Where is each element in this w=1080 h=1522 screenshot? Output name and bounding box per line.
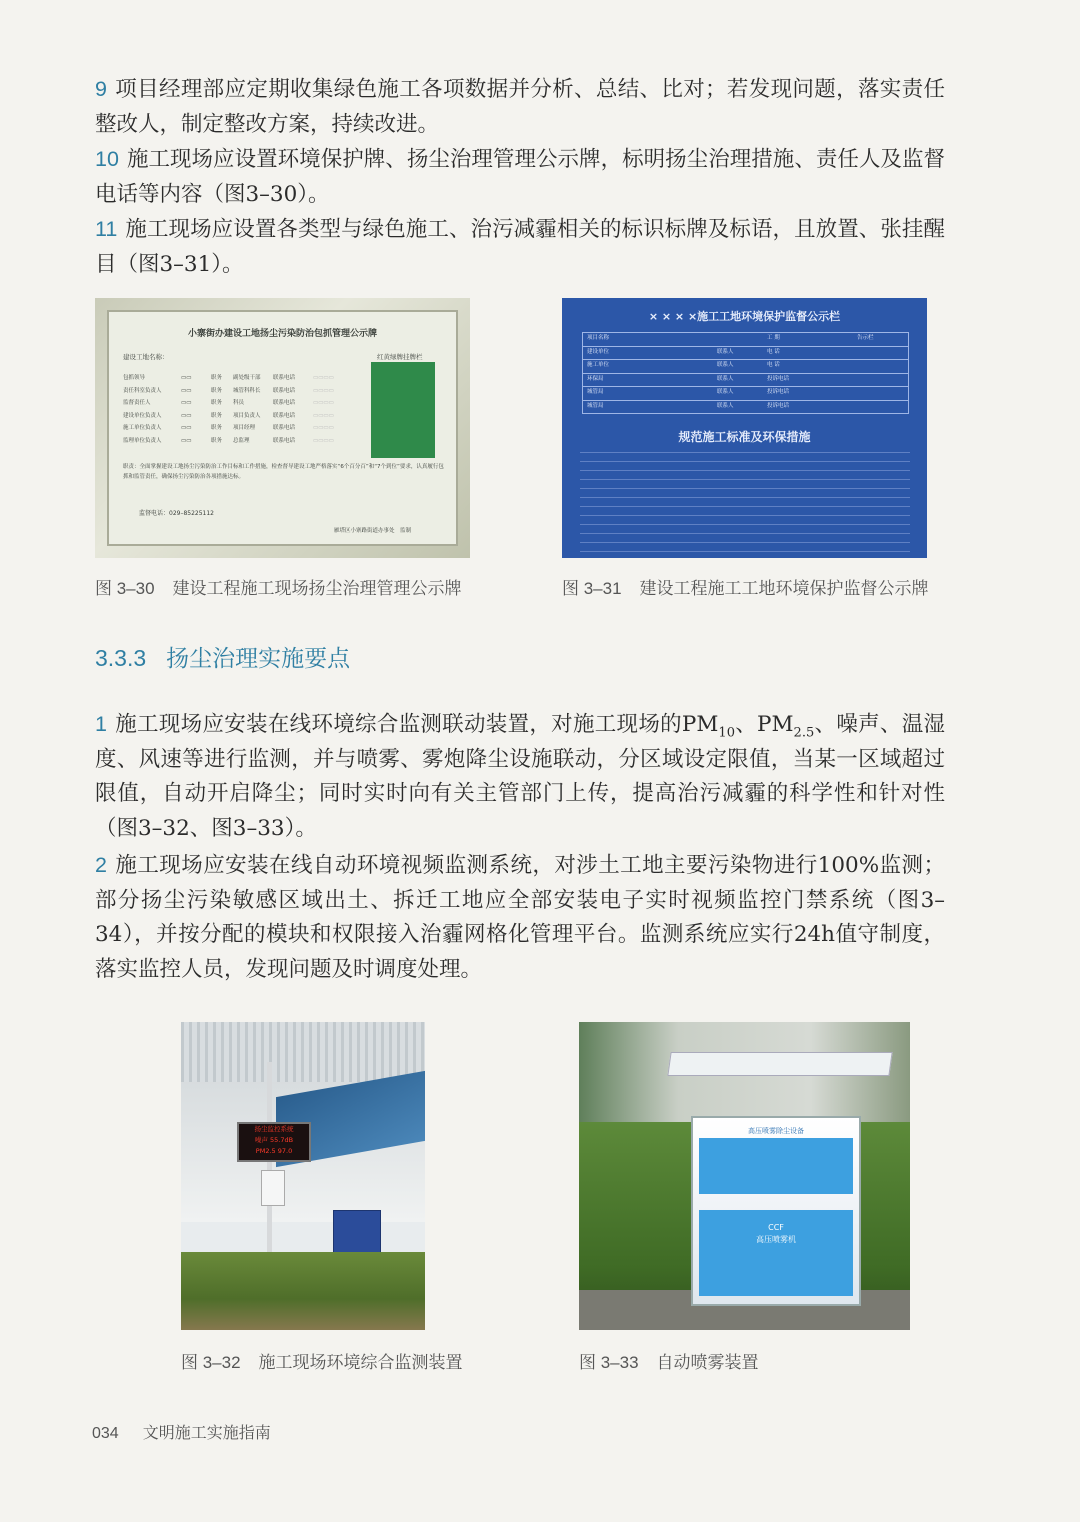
cell <box>637 401 717 414</box>
cell: 联系人 <box>717 375 734 382</box>
book-title: 文明施工实施指南 <box>142 1425 271 1442</box>
row-name: ▭▭ <box>181 425 192 431</box>
pm-subscript: 10 <box>718 725 735 741</box>
table-row <box>123 372 365 385</box>
paragraph-11 <box>95 212 945 282</box>
fine-print <box>580 448 910 552</box>
item-number: 1 <box>95 712 107 736</box>
row-post: 科员 <box>233 400 245 406</box>
board-title: 小寨街办建设工地扬尘污染防治包抓管理公示牌 <box>187 329 377 339</box>
row-name: ▭▭ <box>181 387 192 394</box>
row-post: 总监理 <box>233 437 250 444</box>
cell: 城管局 <box>587 389 604 395</box>
figure-label: 图 3–31 <box>562 579 622 598</box>
row-post: 副处级干部 <box>233 375 261 381</box>
cell: 施工单位 <box>587 362 610 368</box>
row-duty: 职务 <box>211 437 223 444</box>
row-post: 项目经理 <box>233 425 256 431</box>
paragraph-text: 施工现场应安装在线自动环境视频监测系统，对涉土工地主要污染物进行100%监测；部分扬尘污染敏感区域出土、拆迁工地应全部安装电子实时视频监控门禁系统（图3–34），并按分配的模块和权限接入治霾网格化管理平台。监测系统应实行24h值守制度，落实监控人员，发现问题及时调度处理。 <box>95 853 945 982</box>
paragraph-text-c: 、噪声、温湿度、风速等进行监测，并与喷雾、雾炮降尘设施联动，分区域设定限值，当某一区域超过限值，自动开启降尘；同时实时向有关主管部门上传，提高治污减霾的科学性和针对性（图3–32、图3–33）。 <box>95 712 946 841</box>
section-title: 扬尘治理实施要点 <box>166 645 351 671</box>
row-role: 包抓领导 <box>123 375 146 381</box>
duty-text: 职责：全面掌握建设工地扬尘污染防治工作目标和工作措施，检查督导建设工地严格落实“6个百分百”和“7个到位”要求，认真履行包抓和监管责任，确保扬尘污染防治各项措施达标。 <box>123 464 444 480</box>
table-row <box>583 387 908 401</box>
paragraph-2 <box>95 848 945 987</box>
machine-lower-panel <box>699 1210 853 1296</box>
cell <box>637 387 717 400</box>
row-phone: 联系电话 <box>273 437 296 444</box>
row-blank: ▭▭▭▭ <box>313 375 334 381</box>
figure-3-30-photo <box>95 298 470 558</box>
row-phone: 联系电话 <box>273 375 296 381</box>
machine-label: 高压喷雾机 <box>756 1235 796 1244</box>
row-blank: ▭▭▭▭ <box>313 400 334 406</box>
cell <box>817 333 857 346</box>
led-line: PM2.5 97.0 <box>255 1147 293 1155</box>
figure-label: 图 3–33 <box>579 1353 639 1372</box>
cell: 联系人 <box>717 348 734 355</box>
table-row <box>583 347 908 361</box>
wall-stripes <box>181 1022 425 1082</box>
page-number: 034 <box>92 1425 119 1442</box>
paragraph-text-b: 、PM <box>734 712 794 737</box>
info-table <box>582 332 909 414</box>
led-line: 噪声 55.7dB <box>254 1136 294 1144</box>
figure-3-32-photo <box>181 1022 425 1330</box>
machine-upper-panel <box>699 1138 853 1194</box>
table-row <box>123 422 365 435</box>
row-role: 监理单位负责人 <box>123 437 162 444</box>
machine-label: CCF <box>768 1223 784 1232</box>
cell: 工 期 <box>767 335 780 341</box>
table-row <box>123 410 365 423</box>
cell: 投诉电话 <box>767 389 790 395</box>
table-row <box>583 360 908 374</box>
machine-top-label: 高压喷雾除尘设备 <box>748 1127 804 1135</box>
row-duty: 职务 <box>211 375 223 381</box>
machine-body <box>691 1116 861 1306</box>
paragraph-9 <box>95 72 945 142</box>
row-blank: ▭▭▭▭ <box>313 437 334 444</box>
cell: 电 话 <box>767 362 780 368</box>
led-display <box>237 1122 311 1162</box>
cell <box>637 374 717 387</box>
cell: 告示栏 <box>857 335 874 341</box>
cell: 电 话 <box>767 348 780 355</box>
figure-3-32-caption <box>181 1348 463 1373</box>
led-line: 扬尘监控系统 <box>254 1125 294 1133</box>
section-number: 3.3.3 <box>95 645 147 671</box>
paragraph-1 <box>95 707 945 846</box>
paragraph-text: 项目经理部应定期收集绿色施工各项数据并分析、总结、比对；若发现问题，落实责任整改人，制定整改方案，持续改进。 <box>95 77 945 137</box>
item-number: 2 <box>95 853 107 877</box>
row-name: ▭▭ <box>181 437 192 444</box>
item-number: 11 <box>95 217 118 241</box>
figure-label: 图 3–32 <box>181 1353 241 1372</box>
caption-text: 自动喷雾装置 <box>656 1353 759 1372</box>
control-box <box>261 1170 285 1206</box>
green-rating-box <box>371 362 435 458</box>
canopy-roof <box>667 1052 892 1076</box>
cell: 城管局 <box>587 402 604 409</box>
row-duty: 职务 <box>211 387 223 394</box>
row-phone: 联系电话 <box>273 387 296 394</box>
green-box-label: 红黄绿牌挂牌栏 <box>377 353 423 361</box>
table-row <box>123 435 365 448</box>
table-row <box>123 385 365 398</box>
row-duty: 职务 <box>211 425 223 431</box>
supervise-phone: 监督电话：029–85225112 <box>139 510 214 517</box>
cell: 投诉电话 <box>767 402 790 409</box>
row-role: 监督责任人 <box>123 400 151 406</box>
row-blank: ▭▭▭▭ <box>313 387 334 394</box>
row-duty: 职务 <box>211 412 223 419</box>
cell <box>637 360 717 373</box>
cell: 联系人 <box>717 362 734 368</box>
row-name: ▭▭ <box>181 412 192 419</box>
paragraph-10 <box>95 142 945 212</box>
row-name: ▭▭ <box>181 375 192 381</box>
paragraph-text-a: 施工现场应安装在线环境综合监测联动装置，对施工现场的PM <box>114 712 719 737</box>
row-phone: 联系电话 <box>273 425 296 431</box>
cell: 建设单位 <box>587 348 610 355</box>
pm-subscript: 2.5 <box>793 725 815 741</box>
cell <box>637 347 717 360</box>
issuer: 雁塔区小寨路街道办事处 监制 <box>334 528 412 534</box>
paragraph-text: 施工现场应设置环境保护牌、扬尘治理管理公示牌，标明扬尘治理措施、责任人及监督电话等内容（图3–30）。 <box>95 147 945 207</box>
responsibility-rows <box>123 372 365 447</box>
grass <box>181 1252 425 1330</box>
table-row <box>583 333 908 347</box>
cell: 项目名称 <box>587 335 610 341</box>
dust-control-board <box>107 310 458 546</box>
row-role: 责任科室负责人 <box>123 387 162 394</box>
table-row <box>123 397 365 410</box>
row-blank: ▭▭▭▭ <box>313 425 334 431</box>
cell: 环保局 <box>587 375 604 382</box>
cell: 投诉电话 <box>767 375 790 382</box>
caption-text: 建设工程施工现场扬尘治理管理公示牌 <box>172 579 462 598</box>
cell <box>637 333 767 346</box>
row-phone: 联系电话 <box>273 412 296 419</box>
section-heading <box>95 640 350 673</box>
row-name: ▭▭ <box>181 400 192 406</box>
paragraph-text: 施工现场应设置各类型与绿色施工、治污减霾相关的标识标牌及标语，且放置、张挂醒目（图3–31）。 <box>95 217 945 277</box>
table-row <box>583 374 908 388</box>
caption-text: 建设工程施工工地环境保护监督公示牌 <box>639 579 929 598</box>
figure-3-30-caption <box>95 574 462 599</box>
row-post: 城管科科长 <box>233 387 261 394</box>
caption-text: 施工现场环境综合监测装置 <box>258 1353 463 1372</box>
row-phone: 联系电话 <box>273 400 296 406</box>
board-title: × × × ×施工工地环境保护监督公示栏 <box>648 310 841 323</box>
row-duty: 职务 <box>211 400 223 406</box>
figure-3-31-caption <box>562 574 929 599</box>
section-title: 规范施工标准及环保措施 <box>678 430 811 444</box>
row-blank: ▭▭▭▭ <box>313 412 334 419</box>
table-row <box>583 401 908 414</box>
cell: 联系人 <box>717 389 734 395</box>
item-number: 10 <box>95 147 119 171</box>
site-name-label: 建设工地名称： <box>123 353 169 361</box>
figure-3-33-photo <box>579 1022 910 1330</box>
figure-label: 图 3–30 <box>95 579 155 598</box>
figure-3-33-caption <box>579 1348 759 1373</box>
cell: 联系人 <box>717 402 734 409</box>
figure-3-31-photo <box>562 298 927 558</box>
row-post: 项目负责人 <box>233 412 261 419</box>
page-footer <box>92 1420 271 1443</box>
row-role: 施工单位负责人 <box>123 425 162 431</box>
item-number: 9 <box>95 77 107 101</box>
row-role: 建设单位负责人 <box>123 412 162 419</box>
